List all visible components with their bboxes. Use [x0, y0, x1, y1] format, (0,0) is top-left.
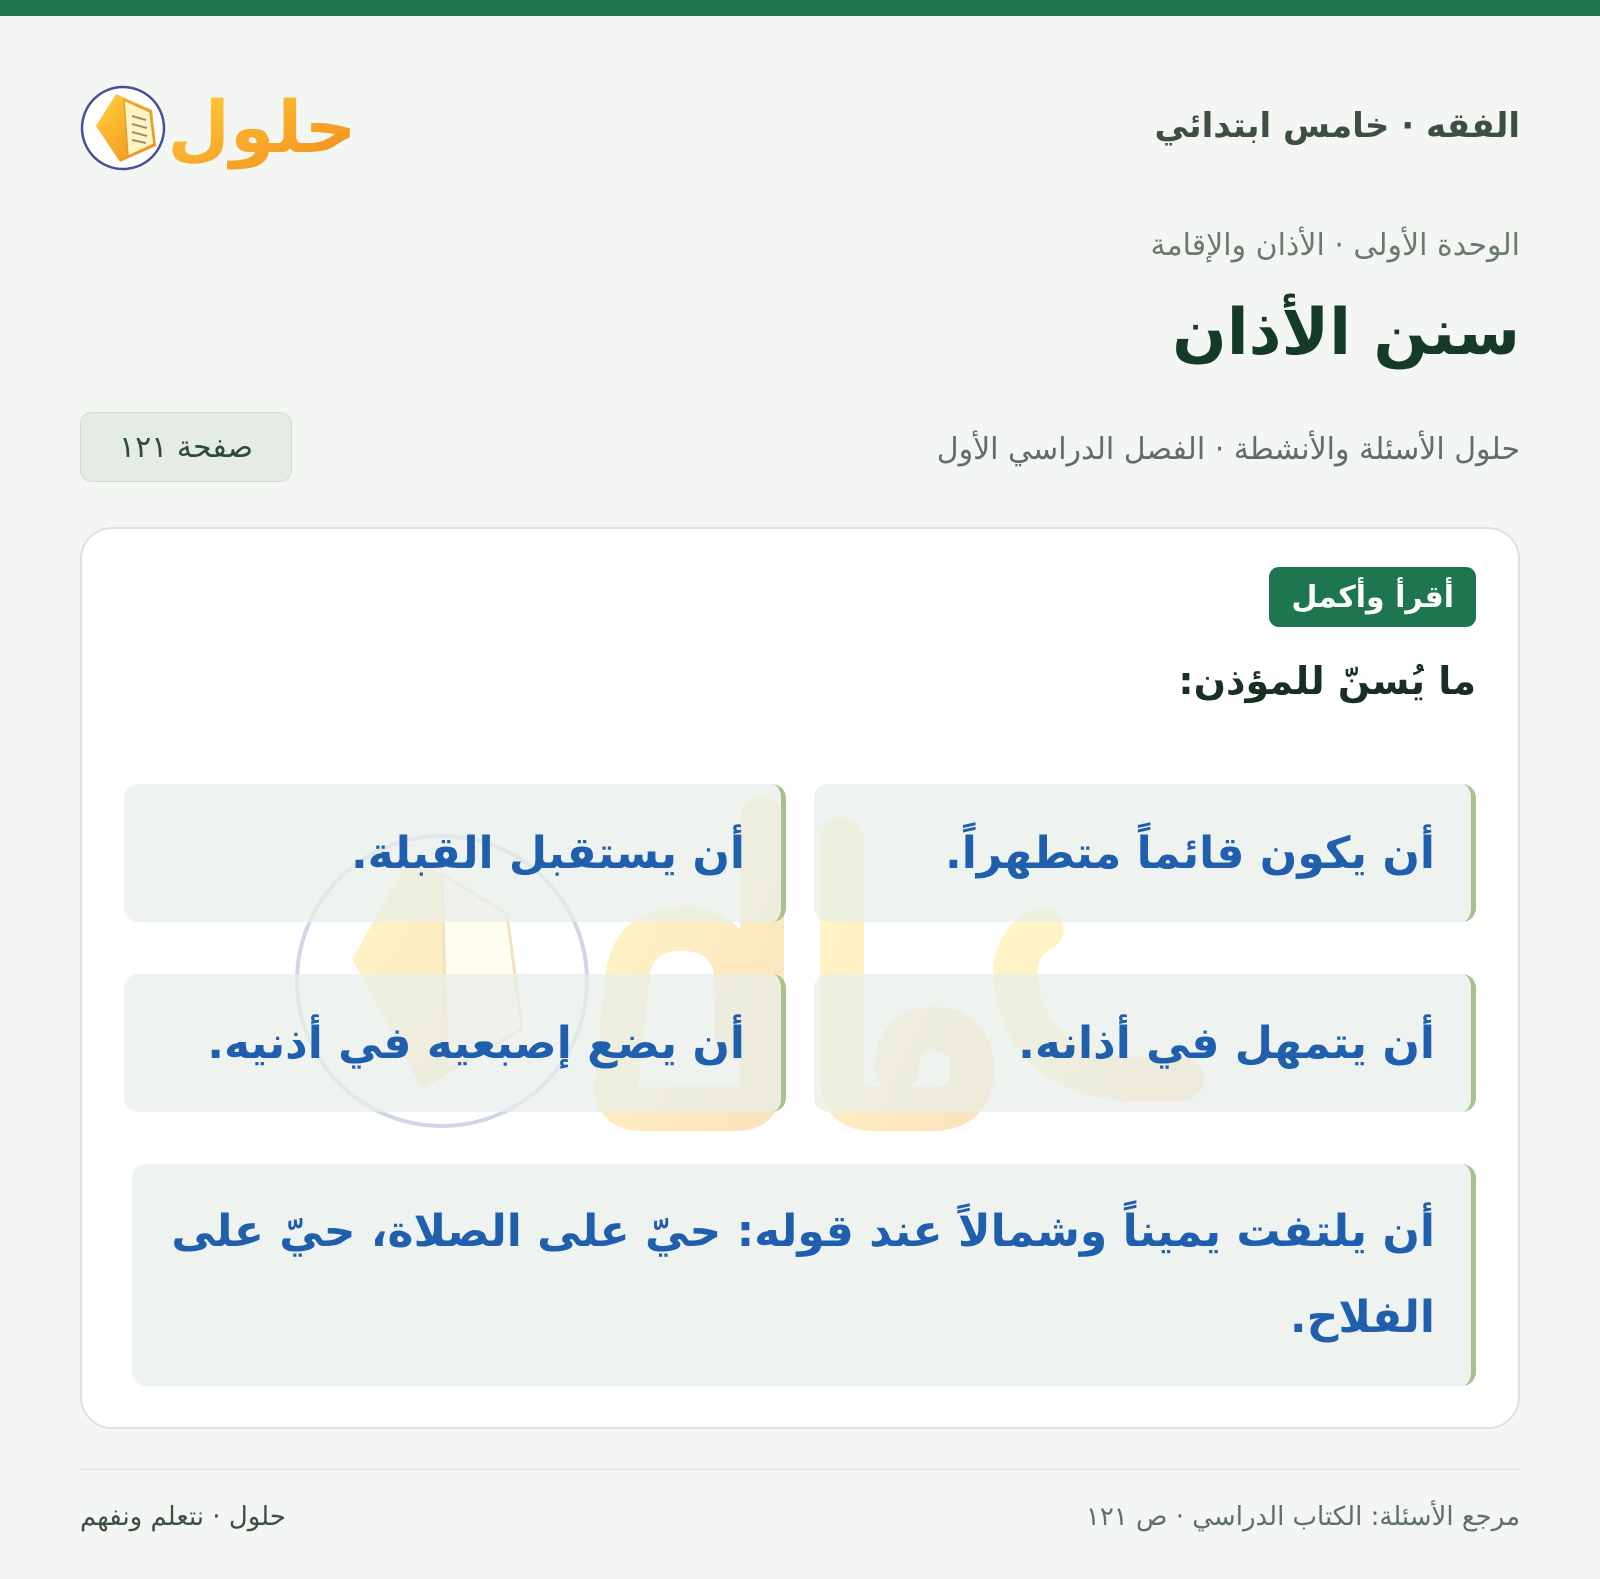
svg-text:حلول: حلول — [167, 85, 357, 169]
answer-item: أن يتمهل في أذانه. — [814, 974, 1476, 1112]
top-accent-bar — [0, 0, 1600, 16]
activity-card — [80, 527, 1520, 1429]
footer-brand[interactable]: حلول · نتعلم ونفهم — [80, 1502, 286, 1532]
series-label: حلول الأسئلة والأنشطة · الفصل الدراسي الأول — [936, 432, 1520, 467]
unit-breadcrumb: الوحدة الأولى · الأذان والإقامة — [1150, 228, 1520, 263]
logo-book-icon — [80, 70, 360, 180]
answer-item: أن يستقبل القبلة. — [124, 784, 786, 922]
page-header — [80, 70, 1520, 180]
footer-divider — [80, 1469, 1520, 1470]
answer-item: أن يلتفت يميناً وشمالاً عند قوله: حيّ على الصلاة، حيّ على الفلاح. — [132, 1164, 1476, 1386]
question-prompt: ما يُسنّ للمؤذن: — [1178, 659, 1476, 703]
lesson-title: سنن الأذان — [1172, 296, 1520, 370]
footer-reference: مرجع الأسئلة: الكتاب الدراسي · ص ١٢١ — [1085, 1502, 1520, 1532]
read-and-complete-tag: أقرأ وأكمل — [1269, 567, 1476, 627]
site-logo[interactable] — [80, 70, 360, 180]
answer-item: أن يضع إصبعيه في أذنيه. — [124, 974, 786, 1112]
page-number-badge: صفحة ١٢١ — [80, 412, 292, 482]
answer-item: أن يكون قائماً متطهراً. — [814, 784, 1476, 922]
subject-label: الفقه · خامس ابتدائي — [1154, 106, 1520, 146]
